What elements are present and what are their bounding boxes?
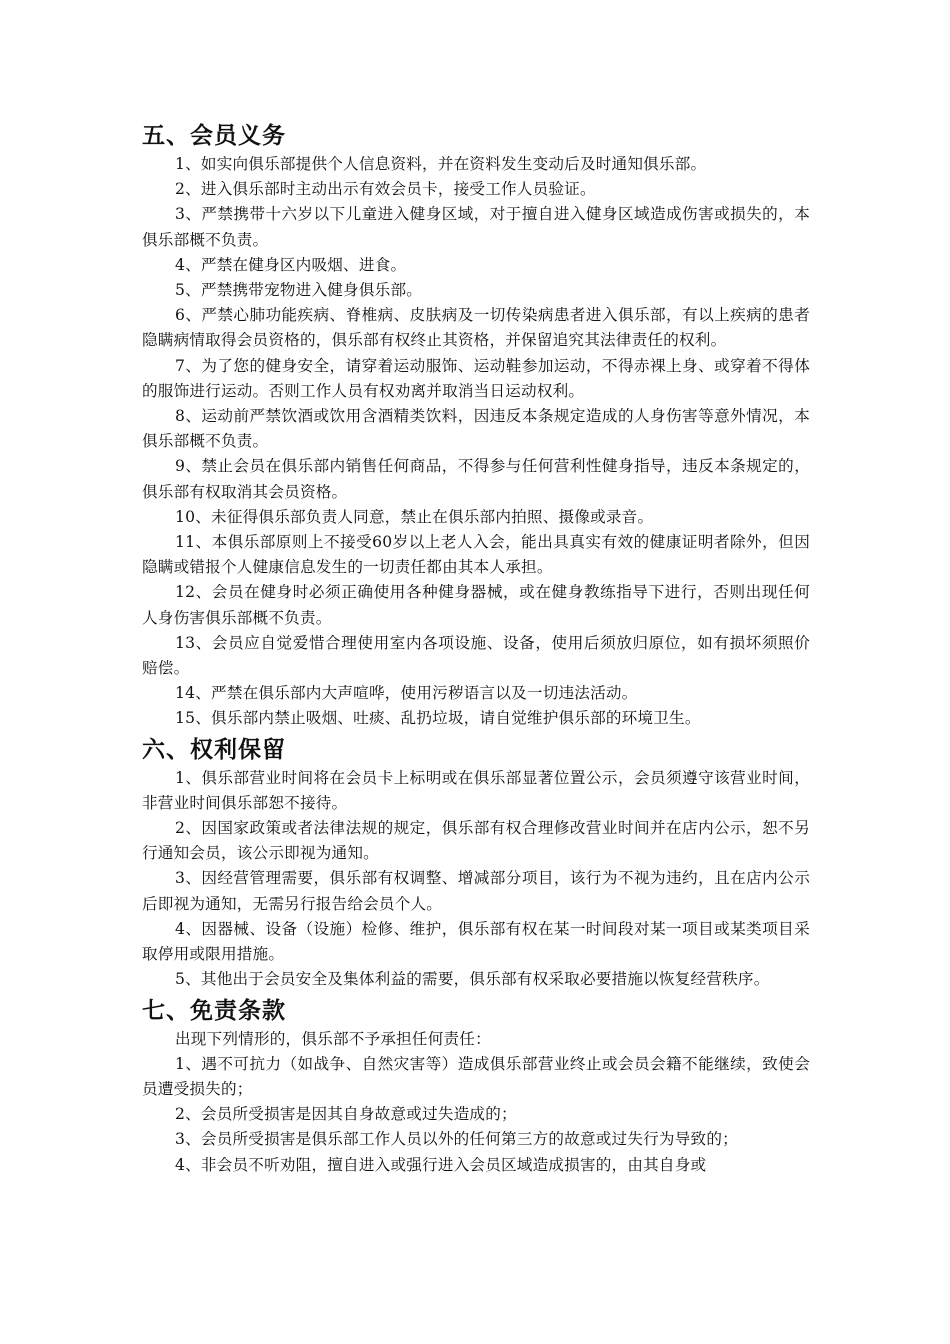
paragraph: 4、非会员不听劝阻，擅自进入或强行进入会员区域造成损害的，由其自身或 xyxy=(175,1155,707,1174)
paragraph: 7、为了您的健身安全，请穿着运动服饰、运动鞋参加运动，不得赤裸上身、或穿着不得体的服饰进行运动。否则工作人员有权劝离并取消当日运动权利。 xyxy=(142,356,810,400)
paragraph: 11、本俱乐部原则上不接受60岁以上老人入会，能出具真实有效的健康证明者除外，但因隐瞒或错报个人健康信息发生的一切责任都由其本人承担。 xyxy=(142,533,810,577)
section-member-obligations xyxy=(142,118,810,732)
paragraph: 3、会员所受损害是俱乐部工作人员以外的任何第三方的故意或过失行为导致的； xyxy=(175,1130,738,1149)
paragraph: 10、未征得俱乐部负责人同意，禁止在俱乐部内拍照、摄像或录音。 xyxy=(175,507,654,526)
paragraph: 出现下列情形的，俱乐部不予承担任何责任： xyxy=(175,1029,491,1048)
paragraph: 5、严禁携带宠物进入健身俱乐部。 xyxy=(175,281,423,300)
paragraph: 2、因国家政策或者法律法规的规定，俱乐部有权合理修改营业时间并在店内公示，恕不另行通知会员，该公示即视为通知。 xyxy=(142,819,810,863)
paragraph: 1、如实向俱乐部提供个人信息资料，并在资料发生变动后及时通知俱乐部。 xyxy=(175,155,707,173)
paragraph: 12、会员在健身时必须正确使用各种健身器械，或在健身教练指导下进行，否则出现任何人身伤害俱乐部概不负责。 xyxy=(142,583,810,627)
paragraph: 3、因经营管理需要，俱乐部有权调整、增减部分项目，该行为不视为违约，且在店内公示后即视为通知，无需另行报告给会员个人。 xyxy=(142,869,810,913)
section-rights-reserved xyxy=(142,732,810,993)
document-page xyxy=(142,118,810,1178)
paragraph: 14、严禁在俱乐部内大声喧哗，使用污秽语言以及一切违法活动。 xyxy=(175,684,638,703)
paragraph: 4、因器械、设备（设施）检修、维护，俱乐部有权在某一时间段对某一项目或某类项目采取停用或限用措施。 xyxy=(142,919,810,964)
paragraph: 8、运动前严禁饮酒或饮用含酒精类饮料，因违反本条规定造成的人身伤害等意外情况，本俱乐部概不负责。 xyxy=(142,407,810,451)
paragraph: 1、俱乐部营业时间将在会员卡上标明或在俱乐部显著位置公示，会员须遵守该营业时间，非营业时间俱乐部恕不接待。 xyxy=(142,768,810,812)
paragraph: 3、严禁携带十六岁以下儿童进入健身区域，对于擅自进入健身区域造成伤害或损失的，本俱乐部概不负责。 xyxy=(142,205,810,249)
paragraph: 1、遇不可抗力（如战争、自然灾害等）造成俱乐部营业终止或会员会籍不能继续，致使会员遭受损失的； xyxy=(142,1054,810,1098)
paragraph: 6、严禁心肺功能疾病、脊椎病、皮肤病及一切传染病患者进入俱乐部，有以上疾病的患者隐瞒病情取得会员资格的，俱乐部有权终止其资格，并保留追究其法律责任的权利。 xyxy=(142,306,810,350)
paragraph: 9、禁止会员在俱乐部内销售任何商品，不得参与任何营利性健身指导，违反本条规定的，俱乐部有权取消其会员资格。 xyxy=(142,457,810,501)
paragraph: 2、会员所受损害是因其自身故意或过失造成的； xyxy=(175,1105,517,1124)
section-title: 六、权利保留 xyxy=(142,736,286,763)
paragraph: 15、俱乐部内禁止吸烟、吐痰、乱扔垃圾，请自觉维护俱乐部的环境卫生。 xyxy=(175,709,701,728)
paragraph: 5、其他出于会员安全及集体利益的需要，俱乐部有权采取必要措施以恢复经营秩序。 xyxy=(175,970,770,989)
section-title: 五、会员义务 xyxy=(142,123,286,149)
section-disclaimer xyxy=(142,993,810,1178)
paragraph: 2、进入俱乐部时主动出示有效会员卡，接受工作人员验证。 xyxy=(175,180,596,199)
paragraph: 4、严禁在健身区内吸烟、进食。 xyxy=(175,255,407,274)
paragraph: 13、会员应自觉爱惜合理使用室内各项设施、设备，使用后须放归原位，如有损坏须照价赔偿。 xyxy=(142,633,810,678)
section-title: 七、免责条款 xyxy=(142,997,286,1024)
